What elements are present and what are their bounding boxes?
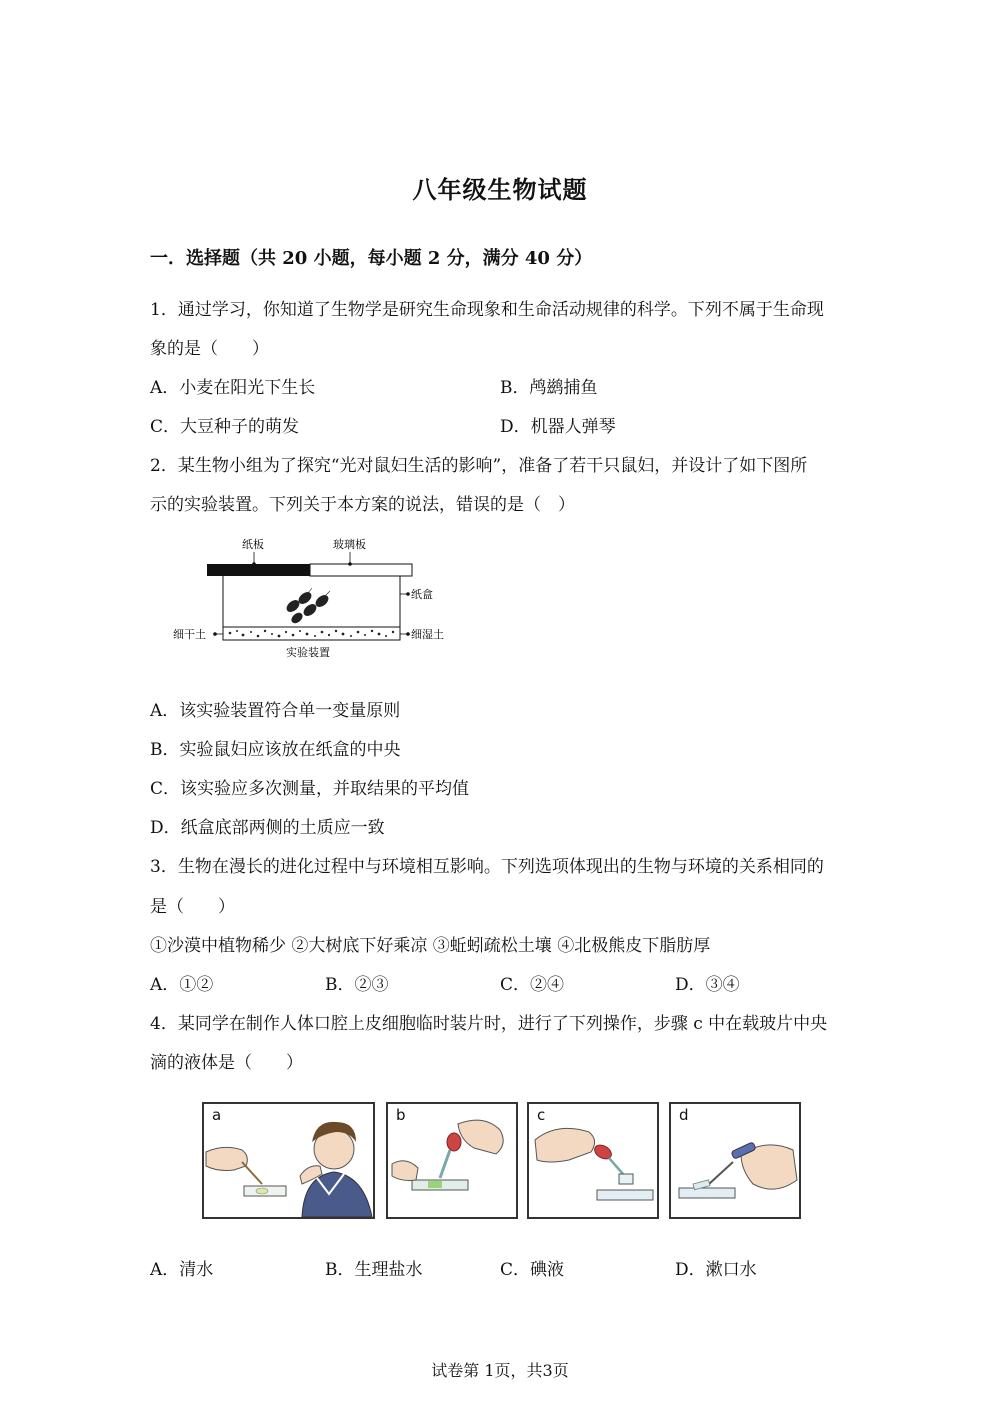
dropper-illustration-c [529, 1104, 657, 1217]
q1-option-a[interactable]: A．小麦在阳光下生长 [150, 378, 316, 398]
label-wet-soil: 细湿土 [411, 628, 444, 641]
panel-c-label: c [537, 1106, 546, 1124]
q2-option-b[interactable]: B．实验鼠妇应该放在纸盒的中央 [150, 740, 401, 760]
figure-caption: 实验装置 [286, 646, 330, 659]
q2-option-a[interactable]: A．该实验装置符合单一变量原则 [150, 701, 401, 721]
page-footer: 试卷第 1页，共3页 [431, 1361, 569, 1380]
q4-option-b[interactable]: B．生理盐水 [325, 1260, 423, 1280]
q4-stem-line2: 滴的液体是（ ） [150, 1053, 303, 1073]
q4-option-a[interactable]: A．清水 [150, 1260, 214, 1280]
page-title: 八年级生物试题 [412, 175, 588, 204]
soil-layer [223, 627, 400, 640]
q2-option-c[interactable]: C．该实验应多次测量，并取结果的平均值 [150, 779, 470, 799]
section-heading: 一．选择题（共 20 小题，每小题 2 分，满分 40 分） [150, 248, 593, 269]
step-panel-c [527, 1102, 659, 1219]
coverslip-illustration [671, 1104, 799, 1217]
q3-option-d[interactable]: D．③④ [675, 975, 740, 995]
q1-option-b[interactable]: B．鸬鹚捕鱼 [500, 378, 598, 398]
q4-option-d[interactable]: D．漱口水 [675, 1260, 757, 1280]
toothpick-scraping-illustration [204, 1104, 373, 1217]
q3-items: ①沙漠中植物稀少 ②大树底下好乘凉 ③蚯蚓疏松土壤 ④北极熊皮下脂肪厚 [150, 936, 711, 956]
label-paper-box: 纸盒 [411, 588, 433, 601]
label-dry-soil: 细干土 [173, 628, 206, 641]
dropper-illustration-b [388, 1104, 516, 1217]
q3-stem-line2: 是（ ） [150, 897, 235, 917]
step-panel-d [669, 1102, 801, 1219]
q4-option-c[interactable]: C．碘液 [500, 1260, 565, 1280]
experiment-apparatus-figure [165, 530, 465, 665]
q3-stem-line1: 3．生物在漫长的进化过程中与环境相互影响。下列选项体现出的生物与环境的关系相同的 [150, 857, 824, 877]
q1-stem-line1: 1．通过学习，你知道了生物学是研究生命现象和生命活动规律的科学。下列不属于生命现 [150, 300, 824, 320]
q4-stem-line1: 4．某同学在制作人体口腔上皮细胞临时装片时，进行了下列操作，步骤 c 中在载玻片中央 [150, 1014, 828, 1034]
q3-option-c[interactable]: C．②④ [500, 975, 565, 995]
q1-option-c[interactable]: C．大豆种子的萌发 [150, 417, 300, 437]
q1-stem-line2: 象的是（ ） [150, 339, 269, 359]
step-panel-b [386, 1102, 518, 1219]
q1-option-d[interactable]: D．机器人弹琴 [500, 417, 616, 437]
q3-option-b[interactable]: B．②③ [325, 975, 389, 995]
panel-b-label: b [396, 1106, 406, 1124]
q2-option-d[interactable]: D．纸盒底部两侧的土质应一致 [150, 818, 385, 838]
label-paper-board: 纸板 [242, 538, 264, 551]
label-glass-board: 玻璃板 [333, 538, 366, 551]
glass-board-shape [310, 564, 412, 576]
q2-stem-line2: 示的实验装置。下列关于本方案的说法，错误的是（ ） [150, 495, 575, 515]
q3-option-a[interactable]: A．①② [150, 975, 214, 995]
paper-board-shape [207, 564, 310, 576]
step-panel-a [202, 1102, 375, 1219]
q2-stem-line1: 2．某生物小组为了探究“光对鼠妇生活的影响”，准备了若干只鼠妇，并设计了如下图所 [150, 456, 808, 476]
panel-a-label: a [212, 1106, 222, 1124]
panel-d-label: d [679, 1106, 689, 1124]
woodlice-group [285, 588, 331, 625]
